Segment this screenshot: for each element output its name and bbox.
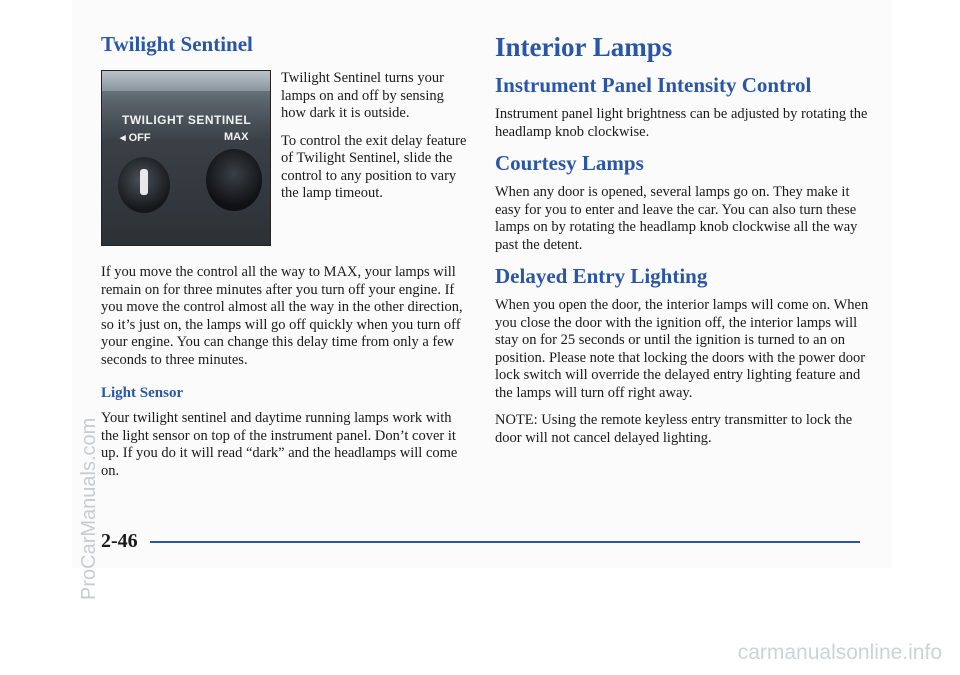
twilight-details xyxy=(101,264,471,490)
footer-divider xyxy=(150,541,860,543)
photo-max-label: MAX xyxy=(224,131,249,143)
headlamp-knob-icon xyxy=(206,149,262,211)
intro-paragraph-2: To control the exit delay feature of Twilight Sentinel, slide the control to any position to vary the lamp timeout. xyxy=(281,132,467,201)
bottom-watermark: carmanualsonline.info xyxy=(737,641,942,664)
light-sensor-paragraph: Your twilight sentinel and daytime running lamps work with the light sensor on top of the instrument panel. Don’t cover it up. If you do it will read “dark” and the headlamps will come on. xyxy=(101,410,458,479)
page-number: 2-46 xyxy=(101,530,138,552)
delayed-entry-lighting-text: When you open the door, the interior lamps will come on. When you close the door with the ignition off, the interior lamps will stay on for 25 seconds or until the ignition is turned to an on position. Please note that locking the doors with the power door lock switch will override the delayed entry lighting feature and the lamps will turn off right away. xyxy=(495,297,869,401)
photo-panel-label: TWILIGHT SENTINEL xyxy=(122,113,252,127)
slider-knob-icon xyxy=(118,157,170,213)
twilight-sentinel-heading: Twilight Sentinel xyxy=(101,32,253,56)
instrument-panel-intensity-heading: Instrument Panel Intensity Control xyxy=(495,73,812,97)
instrument-panel-intensity-text: Instrument panel light brightness can be adjusted by rotating the headlamp knob clockwise. xyxy=(495,106,868,140)
photo-off-label: ◂ OFF xyxy=(120,132,151,144)
intro-paragraph-1: Twilight Sentinel turns your lamps on and off by sensing how dark it is outside. xyxy=(281,70,444,121)
max-setting-paragraph: If you move the control all the way to MAX, your lamps will remain on for three minutes after you turn off your engine. If you move the control almost all the way in the other direction, so it’s just on, the lamps will go off quickly when you turn off your engine. You can change this delay time from only a few seconds to three minutes. xyxy=(101,264,463,368)
interior-lamps-heading: Interior Lamps xyxy=(495,32,673,62)
courtesy-lamps-text: When any door is opened, several lamps go on. They make it easy for you to enter and leave the car. You can also turn these lamps on by rotating the headlamp knob clockwise all the way past the detent. xyxy=(495,184,858,253)
courtesy-lamps-heading: Courtesy Lamps xyxy=(495,151,644,175)
light-sensor-heading: Light Sensor xyxy=(101,385,184,401)
photo-trim-band xyxy=(102,71,270,91)
twilight-intro-text xyxy=(281,70,469,213)
note-paragraph: NOTE: Using the remote keyless entry transmitter to lock the door will not cancel delayed lighting. xyxy=(495,412,853,446)
left-column xyxy=(101,32,471,479)
twilight-sentinel-control-photo xyxy=(101,70,271,246)
right-column xyxy=(495,32,870,457)
vertical-watermark: ProCarManuals.com xyxy=(78,417,100,600)
delayed-entry-lighting-heading: Delayed Entry Lighting xyxy=(495,264,708,288)
